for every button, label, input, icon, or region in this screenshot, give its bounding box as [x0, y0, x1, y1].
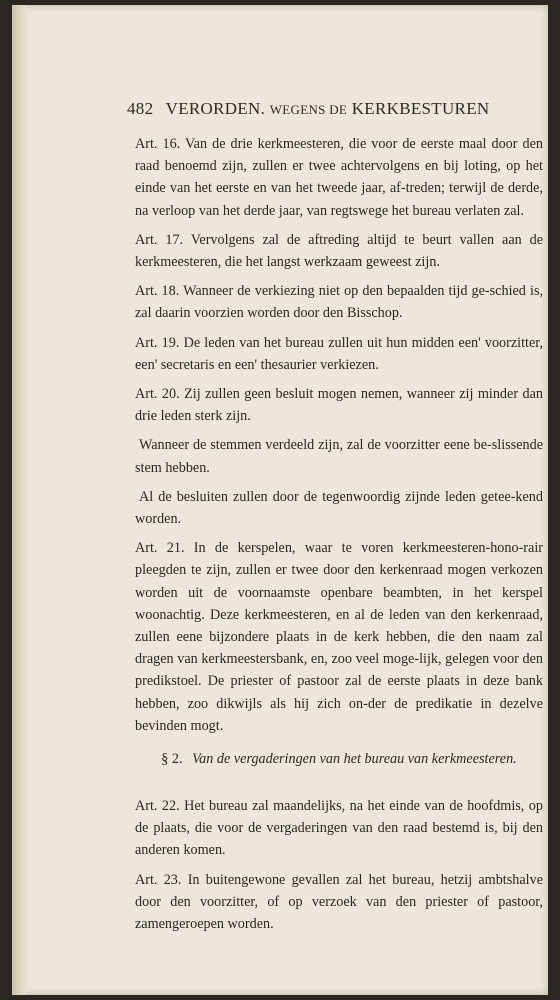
- article-list-2: [135, 795, 543, 935]
- article-text: Vervolgens zal de aftreding altijd te beurt vallen aan de kerkmeesteren, die het langst werkzaam geweest zijn.: [135, 231, 543, 271]
- article-paragraph: [135, 332, 543, 376]
- article-paragraph: [135, 383, 543, 427]
- article-number: Art. 17.: [135, 231, 191, 248]
- article-paragraph: [135, 795, 543, 862]
- article-paragraph: [135, 537, 543, 737]
- article-paragraph: [135, 280, 543, 324]
- article-number: Art. 20.: [135, 386, 185, 403]
- section-number: § 2.: [161, 751, 183, 768]
- article-paragraph: [135, 133, 543, 222]
- running-head-word3: KERKBESTUREN: [351, 99, 490, 118]
- article-text: In buitengewone gevallen zal het bureau, hetzij ambtshalve door den voorzitter, of op verzoek van den priester of pastoor, zamengeroepen worden.: [135, 871, 543, 933]
- article-number: Art. 18.: [135, 283, 184, 300]
- article-text: Wanneer de stemmen verdeeld zijn, zal de voorzitter eene be-slissende stem hebben.: [135, 437, 543, 476]
- article-number: Art. 22.: [135, 798, 185, 815]
- article-text: Zij zullen geen besluit mogen nemen, wanneer zij minder dan drie leden sterk zijn.: [135, 386, 543, 425]
- body-text: [135, 133, 543, 942]
- running-head: [127, 99, 507, 119]
- running-head-word1: VERORDEN.: [165, 99, 266, 118]
- running-head-word2: WEGENS DE: [269, 102, 348, 117]
- article-number: Art. 23.: [135, 871, 188, 888]
- page-binding-edge: [12, 5, 26, 995]
- article-text: Van de drie kerkmeesteren, die voor de eerste maal door den raad benoemd zijn, zullen er twee achtervolgens en bij loting, op het einde van het eerste en van het tweede jaar, af-treden; terwijl de derde, na verloop van het derde jaar, van regtswege het bureau verlaten zal.: [135, 136, 543, 219]
- article-text: Wanneer de verkiezing niet op den bepaalden tijd ge-schied is, zal daarin voorzien worden door den Bisschop.: [135, 283, 544, 322]
- book-page: [12, 5, 548, 995]
- article-paragraph: [135, 434, 543, 478]
- section-title: Van de vergaderingen van het bureau van kerkmeesteren.: [192, 751, 517, 768]
- article-list-1: [135, 133, 543, 737]
- article-text: In de kerspelen, waar te voren kerkmeesteren-hono-rair pleegden te zijn, zullen er twee door den kerkenraad mogen verkozen worden uit de voornaamste openbare beambten, in het kerspel woonachtig. Deze kerkmeesteren, en al de leden van den kerkenraad, zullen eene bijzondere plaats in de kerk hebben, die den naam zal dragen van kerkmeestersbank, en, zoo veel moge-lijk, gelegen voor den predikstoel. De priester of pastoor zal de eerste plaats in deze bank hebben, zoo dikwijls als hij zich on-der de predikatie in dezelve bevinden mogt.: [135, 540, 543, 734]
- section-heading: [135, 749, 543, 769]
- article-number: Art. 16.: [135, 136, 186, 152]
- article-text: De leden van het bureau zullen uit hun midden een' voorzitter, een' secretaris en een' thesaurier verkiezen.: [135, 334, 543, 373]
- article-text: Al de besluiten zullen door de tegenwoordig zijnde leden getee-kend worden.: [135, 488, 543, 528]
- article-number: Art. 21.: [135, 540, 194, 557]
- page-number: 482: [127, 99, 154, 118]
- article-paragraph: [135, 229, 543, 273]
- article-paragraph: [135, 486, 543, 530]
- article-number: Art. 19.: [135, 334, 184, 351]
- article-text: Het bureau zal maandelijks, na het einde van de hoofdmis, op de plaats, die voor de vergaderingen van den raad bestemd is, bij den anderen komen.: [135, 798, 543, 859]
- article-paragraph: [135, 869, 543, 936]
